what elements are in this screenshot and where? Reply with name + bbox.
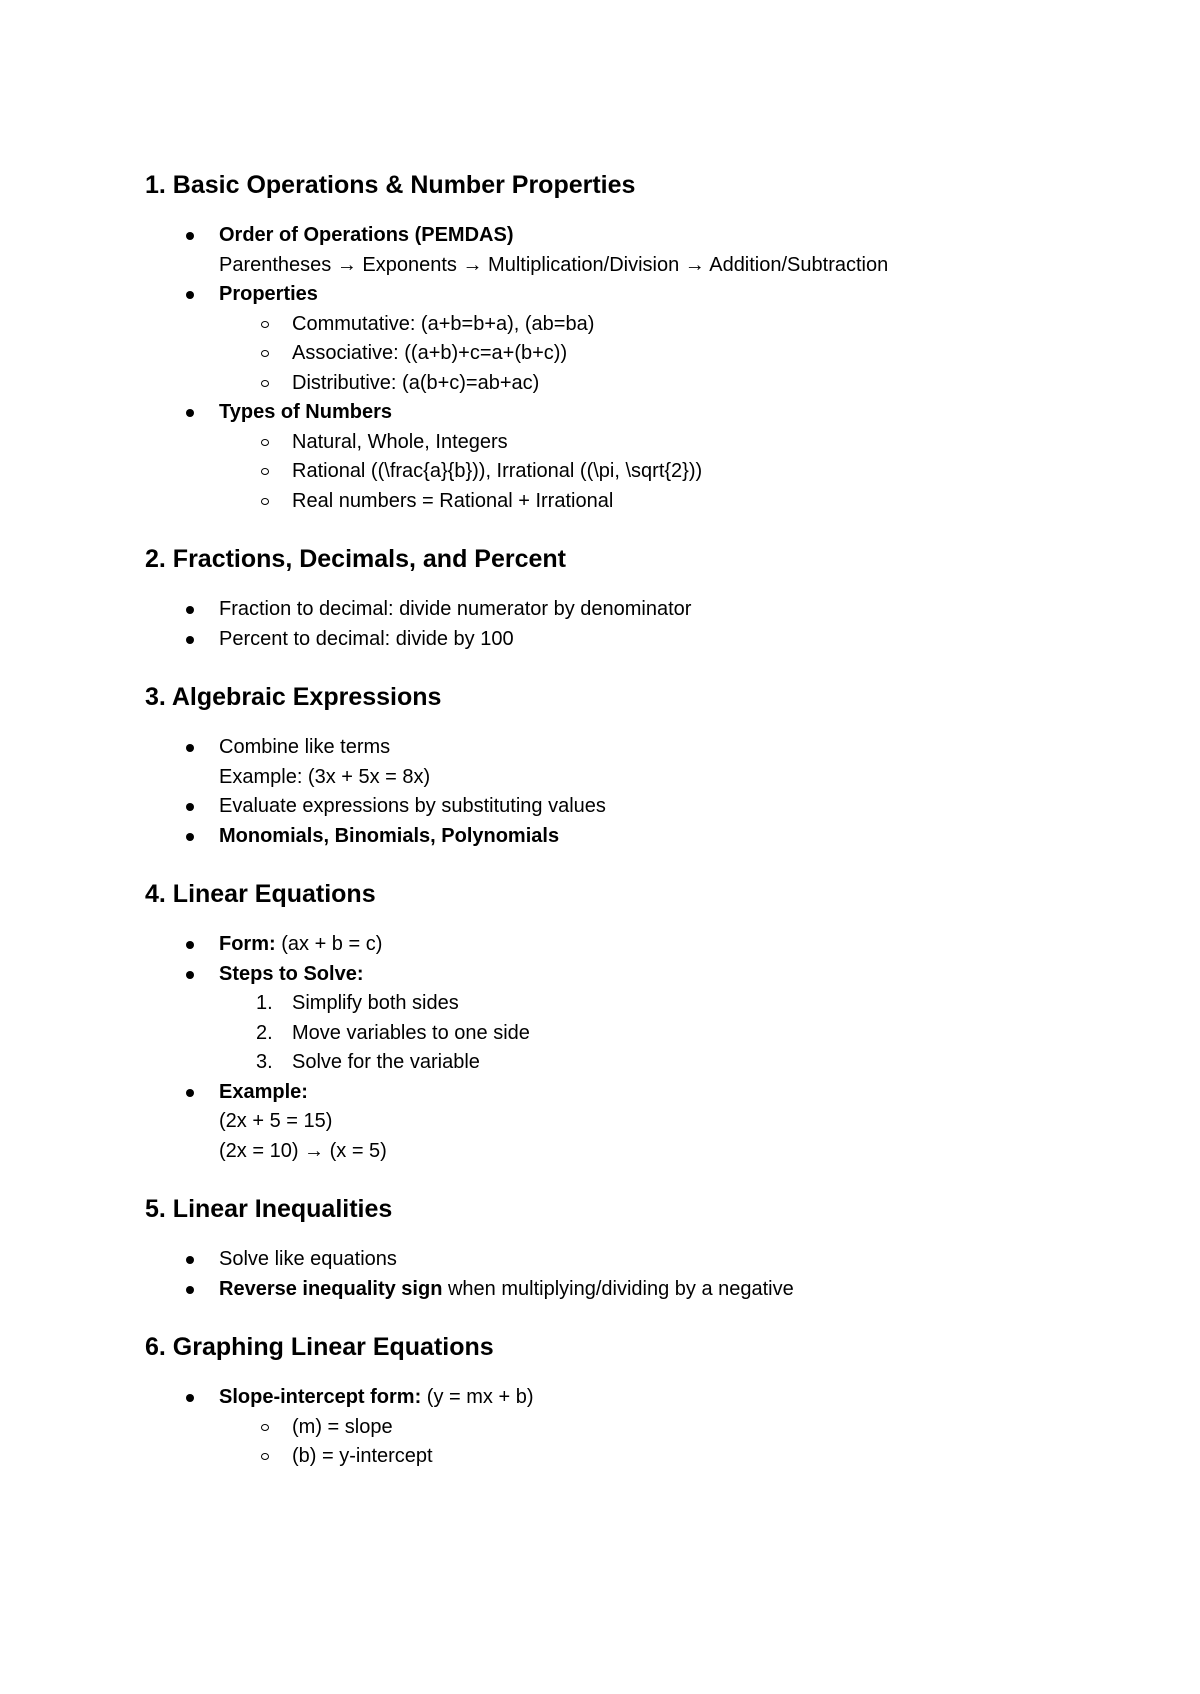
item-label: Form: — [219, 933, 276, 955]
item-text: (ax + b = c) — [275, 933, 383, 955]
list-item — [145, 280, 1105, 398]
section-heading: 4. Linear Equations — [145, 880, 376, 908]
step-number: 2. — [256, 1021, 273, 1044]
section-heading: 2. Fractions, Decimals, and Percent — [145, 545, 566, 573]
item-label: Steps to Solve: — [219, 962, 364, 985]
sub-list — [219, 310, 1105, 399]
sub-list-item: Associative: ((a+b)+c=a+(b+c)) — [219, 339, 1105, 369]
list-item: Evaluate expressions by substituting values — [145, 792, 1105, 822]
step-number: 3. — [256, 1051, 273, 1073]
item-label: Order of Operations (PEMDAS) — [219, 224, 514, 246]
bullet-list — [145, 930, 1105, 1166]
list-item: Solve like equations — [145, 1245, 1105, 1275]
item-text: (y = mx + b) — [421, 1386, 534, 1408]
item-label: Properties — [219, 283, 318, 305]
section-basic-operations — [145, 168, 1105, 516]
list-item — [145, 960, 1105, 1078]
item-label: Slope-intercept form: — [219, 1386, 422, 1408]
item-label: Types of Numbers — [219, 401, 392, 423]
sub-list — [219, 428, 1105, 517]
list-item: Percent to decimal: divide by 100 — [145, 625, 1105, 655]
list-item: Monomials, Binomials, Polynomials — [145, 822, 1105, 852]
example-line: (2x = 10) → (x = 5) — [219, 1139, 387, 1162]
numbered-item — [219, 1019, 1105, 1049]
list-item — [145, 1078, 1105, 1167]
item-text: Parentheses → Exponents → Multiplication/Division → Addition/Subtraction — [219, 253, 889, 276]
sub-list-item: (b) = y-intercept — [219, 1442, 1105, 1472]
step-text: Simplify both sides — [292, 992, 459, 1014]
item-label: Reverse inequality sign — [219, 1277, 443, 1300]
section-heading: 5. Linear Inequalities — [145, 1195, 393, 1223]
item-label: Example: — [219, 1080, 308, 1103]
sub-list-item: Rational ((\frac{a}{b})), Irrational ((\pi, \sqrt{2})) — [219, 457, 1105, 487]
sub-list-item: Distributive: (a(b+c)=ab+ac) — [219, 369, 1105, 399]
section-heading: 3. Algebraic Expressions — [145, 683, 442, 711]
list-item: Fraction to decimal: divide numerator by denominator — [145, 595, 1105, 625]
list-item — [145, 221, 1105, 280]
section-graphing-linear-equations — [145, 1330, 1105, 1472]
sub-list-item: Commutative: (a+b=b+a), (ab=ba) — [219, 310, 1105, 340]
bullet-list — [145, 595, 1105, 654]
bullet-list — [145, 733, 1105, 851]
list-item — [145, 1275, 1105, 1305]
item-example: Example: (3x + 5x = 8x) — [219, 765, 431, 788]
example-line: (2x + 5 = 15) — [219, 1110, 333, 1132]
numbered-item — [219, 989, 1105, 1019]
bullet-list — [145, 1383, 1105, 1472]
sub-list — [219, 1413, 1105, 1472]
list-item — [145, 1383, 1105, 1472]
step-text: Move variables to one side — [292, 1021, 530, 1044]
sub-list-item: Natural, Whole, Integers — [219, 428, 1105, 458]
sub-list-item: (m) = slope — [219, 1413, 1105, 1443]
list-item — [145, 733, 1105, 792]
list-item — [145, 930, 1105, 960]
step-number: 1. — [256, 992, 273, 1014]
step-text: Solve for the variable — [292, 1051, 480, 1073]
section-linear-inequalities — [145, 1192, 1105, 1304]
bullet-list — [145, 221, 1105, 516]
item-text: Combine like terms — [219, 736, 391, 758]
section-heading: 1. Basic Operations & Number Properties — [145, 171, 636, 199]
sub-list-item: Real numbers = Rational + Irrational — [219, 487, 1105, 517]
section-linear-equations — [145, 877, 1105, 1166]
document-content — [145, 168, 1105, 1472]
bullet-list — [145, 1245, 1105, 1304]
item-text: when multiplying/dividing by a negative — [442, 1277, 794, 1300]
list-item — [145, 398, 1105, 516]
section-algebraic-expressions — [145, 680, 1105, 851]
numbered-list — [219, 989, 1105, 1078]
section-heading: 6. Graphing Linear Equations — [145, 1333, 494, 1361]
section-fractions — [145, 542, 1105, 654]
numbered-item — [219, 1048, 1105, 1078]
